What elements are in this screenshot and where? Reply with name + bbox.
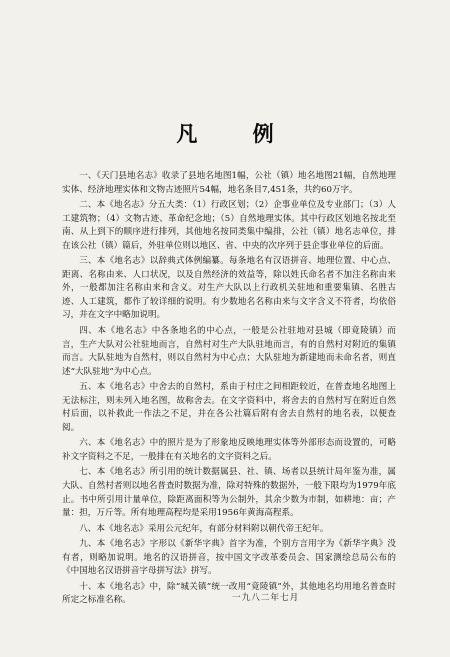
paragraph-7: 七、本《地名志》所引用的统计数据属县、社、镇、场者以县统计局年鉴为准，属大队、自然村者则以地名普查时数据为准，除对特殊的数据外，一般下限均为1979年底止。书中所引用计量单位，除距离面积等为公制外，其余少数为市制，如耕地：亩；产量：担，万斤等。所有地理高程均是采用1956年黄海高程系。 <box>62 467 396 519</box>
paragraph-3: 三、本《地名志》以辞典式体例编纂。每条地名有汉语拼音、地理位置、中心点、距离、名称由来、人口状况，以及自然经济的效益等，除以姓氏命名者不加注名称由来外，一般都加注名称由来和含义。对生产大队以上行政机关驻地和重要集镇、名胜古迹、人工建筑，都作了较详细的说明。有少数地名名称由来与文字含义不符者，均依俗习，并在文字中略加说明。 <box>62 256 396 321</box>
page-title: 凡 例 <box>176 121 298 146</box>
paragraph-2: 二、本《地名志》分五大类：（1）行政区划；（2）企事业单位及专业部门；（3）人工建筑物；（4）文物古迹、革命纪念地；（5）自然地理实体。其中行政区划地名按北至南、从上到下的顺序进行排列，其他地名按同类集中编排，公社（镇）地名志单位，排在该公社（镇）篇后，外驻单位则以地区、省、中央的次序列于县企事业单位的后面。 <box>62 200 396 251</box>
paragraph-5: 五、本《地名志》中舍去的自然村，系由于村庄之间相距较近，在普查地名地图上无法标注，则未列入地名图，故称舍去。在文字资料中，将舍去的自然村写在附近自然村后面，以补救此一作法之不足，并在各公社篇后附有舍去自然村的地名表，以便查阅。 <box>62 382 396 433</box>
paragraph-4: 四、本《地名志》中各条地名的中心点，一般是公社驻地对县城（即竟陵镇）而言，生产大队对公社驻地而言，自然村对生产大队驻地而言，有的自然村对附近的集镇而言。大队驻地为自然村，则以自然村为中心点；大队驻地为新建地而未命名者，则直述“大队驻地”为中心点。 <box>62 326 396 377</box>
body-text <box>62 170 396 610</box>
paragraph-6: 六、本《地名志》中的照片是为了形象地反映地理实体等外部形态而设置的，可略补文字资料之不足，一般排在有关地名的文字资料之后。 <box>62 438 396 462</box>
paragraph-9: 九、本《地名志》字形以《新华字典》首字为准，个别方言用字为《新华字典》没有者，则略加说明。地名的汉语拼音，按中国文字改革委员会、国家测绘总局公布的《中国地名汉语拼音字母拼写法》拼写。 <box>62 539 396 577</box>
date-line: 一九八二年七月 <box>232 593 300 603</box>
paragraph-8: 八、本《地名志》采用公元纪年，有部分材料附以朝代帝王纪年。 <box>79 523 329 534</box>
paragraph-1: 一、《天门县地名志》收录了县地名地图1幅，公社（镇）地名地图21幅，自然地理实体、经济地理实体和文物古迹照片54幅，地名条目7,451条，共约60万字。 <box>62 171 396 195</box>
paragraph-10: 十、本《地名志》中，除“城关镇”统一改用“竟陵镇”外，其他地名均用地名普查时所定之标准名称。 <box>62 581 396 606</box>
